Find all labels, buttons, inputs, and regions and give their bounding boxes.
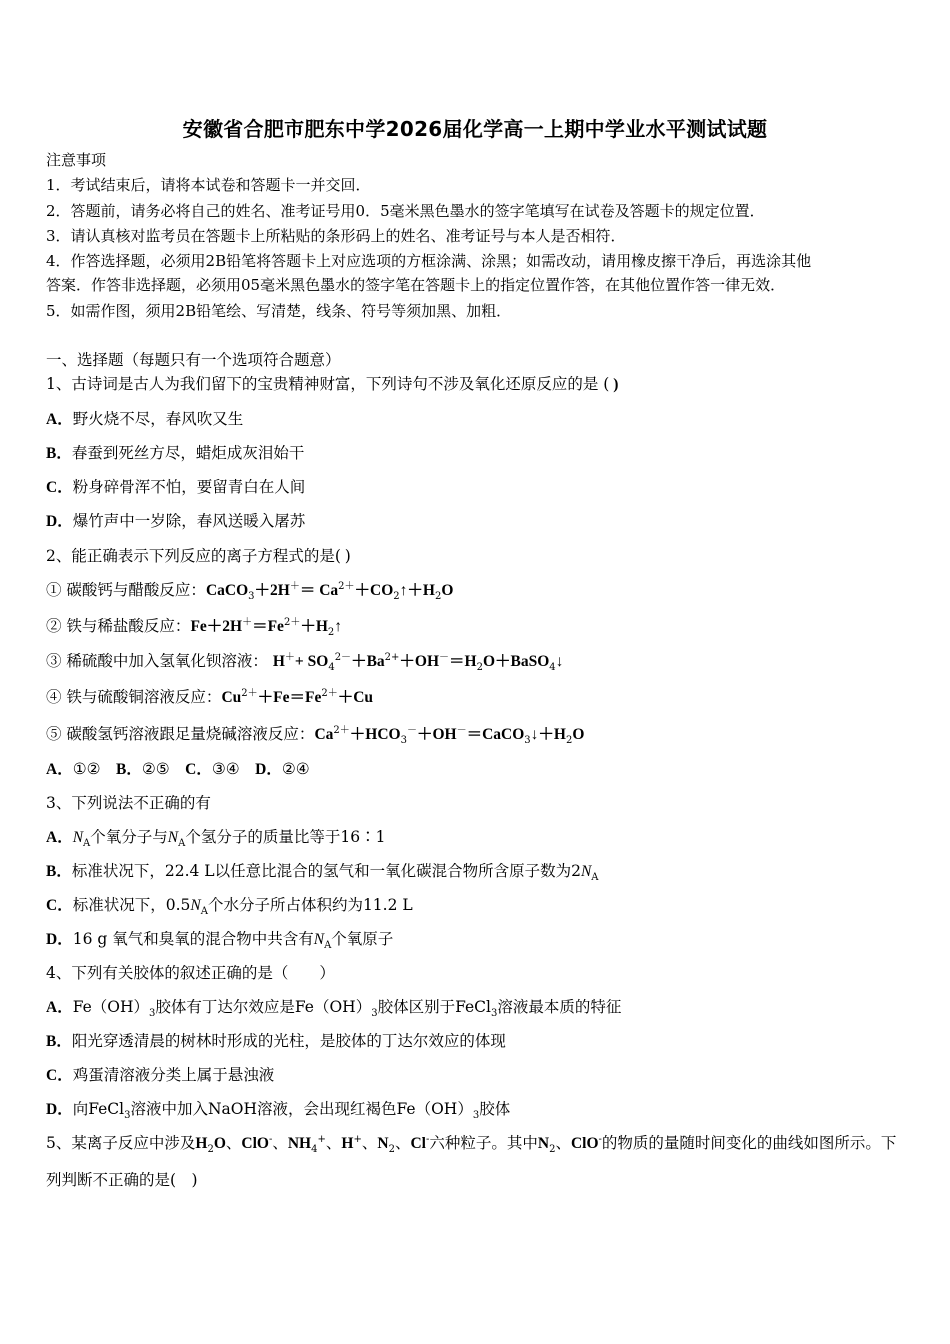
text-segment: 野火烧不尽，春风吹又生	[72, 410, 244, 428]
text-segment: )	[344, 547, 351, 565]
text-segment: O	[441, 582, 454, 599]
text-segment: 个氧分子与	[90, 828, 168, 846]
text-segment: N	[167, 829, 179, 846]
text-segment: ＋2H	[254, 582, 290, 599]
question-line	[46, 724, 584, 745]
question-line	[46, 687, 373, 708]
text-segment: ① 碳酸钙与醋酸反应：	[46, 581, 206, 599]
text-segment: A．	[46, 761, 73, 778]
text-segment: 2＋	[338, 580, 355, 592]
text-segment: 粉身碎骨浑不怕，要留青白在人间	[72, 478, 306, 496]
text-segment: 4	[328, 662, 335, 674]
text-segment: A．	[46, 411, 73, 428]
text-segment: Cu	[221, 689, 242, 706]
notice-line	[46, 251, 811, 271]
text-segment: N	[190, 897, 201, 914]
text-segment: 3、下列说法不正确的有	[46, 794, 211, 812]
text-segment: Fe（OH）	[72, 998, 150, 1016]
text-segment: 3．请认真核对监考员在答题卡上所粘贴的条形码上的姓名、准考证号与本人是否相符．	[46, 227, 626, 245]
text-segment: ↓	[555, 653, 564, 670]
text-segment: Ca	[314, 726, 334, 743]
text-segment: ④ 铁与硫酸铜溶液反应：	[46, 688, 222, 706]
text-segment: 标准状况下，0.5	[72, 896, 191, 914]
text-segment: C．	[46, 1067, 73, 1084]
text-segment: 个氢分子的质量比等于16∶1	[185, 828, 386, 846]
text-segment: N	[377, 1135, 389, 1152]
text-segment: 标准状况下，22.4 L以任意比混合的氢气和一氧化碳混合物所含原子数为2	[71, 862, 581, 880]
text-segment: －	[406, 724, 417, 736]
notice-line	[46, 201, 765, 221]
text-segment: 4．作答选择题，必须用2B铅笔将答题卡上对应选项的方框涂满、涂黑；如需改动，请用橡皮擦干净后，再选涂其他	[46, 252, 812, 270]
text-segment: ③ 稀硫酸中加入氢氧化钡溶液：	[46, 652, 273, 670]
text-segment: 4	[549, 662, 556, 674]
text-segment: -	[598, 1133, 602, 1145]
text-segment: D．	[46, 513, 73, 530]
question-line	[46, 1133, 896, 1154]
question-line	[46, 895, 413, 916]
text-segment: N	[72, 829, 84, 846]
text-segment: ⑤ 碳酸氢钙溶液跟足量烧碱溶液反应：	[46, 725, 315, 743]
text-segment: Fe＋2H	[190, 618, 243, 635]
text-segment: C．	[46, 897, 73, 914]
text-segment: CaCO	[205, 582, 249, 599]
text-segment: A	[178, 838, 186, 850]
text-segment: 2	[434, 591, 442, 603]
text-segment: NH	[287, 1135, 312, 1152]
exam-title: 安徽省合肥市肥东中学2026届化学高一上期中学业水平测试试题	[182, 117, 768, 141]
text-segment: 胶体区别于FeCl	[377, 998, 491, 1016]
text-segment: N	[313, 931, 325, 948]
text-segment: ②⑤	[141, 760, 186, 778]
text-segment: 2．答题前，请务必将自己的姓名、准考证号用0．5毫米黑色墨水的签字笔填写在试卷及答题卡的规定位置．	[46, 202, 765, 220]
text-segment: 六种粒子。其中	[429, 1134, 538, 1152]
text-segment: 3	[472, 1110, 480, 1122]
text-segment: 2＋	[283, 616, 301, 628]
question-line	[46, 997, 621, 1018]
text-segment: ＝CaCO	[466, 726, 525, 743]
text-segment: ② 铁与稀盐酸反应：	[46, 617, 191, 635]
text-segment: ClO	[570, 1135, 599, 1152]
text-segment: ＋OH	[399, 653, 440, 670]
text-segment: －	[456, 724, 467, 736]
text-segment: + SO	[294, 653, 329, 670]
text-segment: 2	[393, 591, 400, 603]
text-segment: O	[572, 726, 585, 743]
text-segment: 3	[124, 1110, 131, 1122]
question-line	[46, 1099, 510, 1120]
text-segment: 16 g 氧气和臭氧的混合物中共含有	[72, 930, 314, 948]
text-segment: 一、选择题（每题只有一个选项符合题意）	[46, 351, 341, 369]
text-segment: 胶体有丁达尔效应是Fe（OH）	[155, 998, 372, 1016]
question-line	[46, 546, 351, 567]
text-segment: B．	[116, 761, 142, 778]
text-segment: 2＋	[333, 724, 350, 736]
text-segment: 2	[476, 662, 483, 674]
text-segment: 个氧原子	[331, 930, 394, 948]
question-line	[46, 350, 341, 370]
text-segment: B．	[46, 1033, 72, 1050]
text-segment: A	[324, 940, 332, 952]
question-line	[46, 1065, 274, 1086]
text-segment: A．	[46, 829, 73, 846]
text-segment: 注意事项	[46, 151, 107, 169]
question-line	[46, 963, 335, 983]
question-line	[46, 861, 599, 882]
text-segment: D．	[46, 931, 73, 948]
text-segment: 的物质的量随时间变化的曲线如图所示。下	[601, 1134, 897, 1152]
notice-line	[46, 275, 785, 295]
text-segment: -	[425, 1133, 430, 1145]
text-segment: 5、某离子反应中涉及	[46, 1134, 196, 1152]
text-segment: －	[439, 651, 450, 663]
question-line	[46, 477, 305, 498]
text-segment: 鸡蛋清溶液分类上属于悬浊液	[72, 1066, 275, 1084]
text-segment: 1．考试结束后，请将本试卷和答题卡一并交回．	[46, 176, 371, 194]
text-segment: ＝H	[449, 653, 477, 670]
text-segment: H	[195, 1135, 208, 1152]
text-segment: ＝Fe	[252, 618, 284, 635]
question-line	[46, 929, 393, 950]
text-segment: 、	[272, 1134, 288, 1152]
question-line	[46, 1170, 198, 1190]
question-line	[46, 651, 563, 672]
text-segment: C．	[185, 761, 212, 778]
text-segment: N	[537, 1135, 550, 1152]
text-segment: A	[83, 838, 91, 850]
text-segment: 4、下列有关胶体的叙述正确的是（ ）	[46, 964, 335, 982]
text-segment: )	[613, 376, 619, 393]
text-segment: 2＋	[321, 687, 338, 699]
question-line	[46, 1031, 506, 1052]
text-segment: 3	[371, 1008, 378, 1020]
notice-line	[46, 301, 511, 321]
text-segment: 2	[327, 627, 335, 639]
text-segment: N	[580, 863, 592, 880]
text-segment: D．	[46, 1101, 73, 1118]
notice-line	[46, 175, 371, 195]
text-segment: ＋Ba	[351, 653, 385, 670]
text-segment: H	[272, 653, 285, 670]
text-segment: ClO	[241, 1135, 269, 1152]
text-segment: 2	[565, 735, 573, 747]
text-segment: O＋BaSO	[482, 653, 550, 670]
text-segment: 2	[549, 1144, 556, 1156]
text-segment: 2+	[384, 651, 400, 663]
text-segment: ＋	[289, 580, 300, 592]
text-segment: 2	[388, 1144, 395, 1156]
text-segment: O	[213, 1135, 226, 1152]
text-segment: 1、古诗词是古人为我们留下的宝贵精神财富，下列诗句不涉及氧化还原反应的是 (	[46, 375, 610, 393]
question-line	[46, 759, 310, 780]
text-segment: ＋Cu	[337, 689, 374, 706]
notice-line	[46, 150, 106, 170]
text-segment: 向FeCl	[72, 1100, 125, 1118]
text-segment: 2	[207, 1144, 214, 1156]
text-segment: A	[200, 906, 208, 918]
text-segment: ①②	[72, 760, 116, 778]
text-segment: 3	[248, 591, 255, 603]
text-segment: 2－	[334, 651, 352, 663]
text-segment: 5．如需作图，须用2B铅笔绘、写清楚，线条、符号等须加黑、加粗．	[46, 302, 512, 320]
text-segment: ＋	[284, 651, 295, 663]
text-segment: H	[341, 1135, 354, 1152]
text-segment: 溶液中加入NaOH溶液，会出现红褐色Fe（OH）	[130, 1100, 473, 1118]
text-segment: ＝ Ca	[299, 582, 339, 599]
text-segment: 春蚕到死丝方尽，蜡炬成灰泪始干	[71, 444, 305, 462]
text-segment: 、	[225, 1134, 242, 1152]
text-segment: B．	[46, 863, 72, 880]
text-segment: 3	[400, 735, 407, 747]
text-segment: Cl	[410, 1135, 426, 1152]
question-line	[46, 511, 305, 532]
text-segment: ↑＋H	[399, 582, 435, 599]
question-line	[46, 374, 618, 395]
text-segment: 答案．作答非选择题，必须用05毫米黑色墨水的签字笔在答题卡上的指定位置作答，在其他位置作答一律无效．	[46, 276, 786, 294]
text-segment: 、	[325, 1134, 342, 1152]
text-segment: 3	[149, 1008, 156, 1020]
text-segment: ↑	[334, 618, 343, 635]
text-segment: 溶液最本质的特征	[497, 998, 622, 1016]
text-segment: D．	[255, 761, 282, 778]
text-segment: 胶体	[479, 1100, 511, 1118]
question-line	[46, 793, 211, 813]
text-segment: 列判断不正确的是( )	[46, 1171, 198, 1189]
question-line	[46, 616, 342, 637]
text-segment: 阳光穿透清晨的树林时形成的光柱，是胶体的丁达尔效应的体现	[71, 1032, 506, 1050]
text-segment: ③④	[211, 760, 256, 778]
notice-line	[46, 226, 626, 246]
text-segment: 2、能正确表示下列反应的离子方程式的是(	[46, 547, 341, 565]
text-segment: 、	[394, 1134, 411, 1152]
text-segment: ＋CO	[354, 582, 394, 599]
text-segment: ＋H	[300, 618, 328, 635]
text-segment: B．	[46, 445, 72, 462]
text-segment: 、	[361, 1134, 378, 1152]
text-segment: 、	[555, 1134, 571, 1152]
question-line	[46, 443, 304, 464]
text-segment: ＋	[242, 616, 253, 628]
text-segment: A．	[46, 999, 73, 1016]
question-line	[46, 827, 385, 848]
text-segment: +	[353, 1133, 362, 1145]
text-segment: C．	[46, 479, 73, 496]
text-segment: 个水分子所占体积约为11.2 L	[207, 896, 413, 914]
text-segment: ②④	[281, 760, 310, 778]
text-segment: ＋Fe＝Fe	[257, 689, 322, 706]
text-segment: ↓＋H	[530, 726, 566, 743]
question-line	[46, 409, 243, 430]
text-segment: 爆竹声中一岁除，春风送暖入屠苏	[72, 512, 306, 530]
text-segment: ＋HCO	[349, 726, 401, 743]
text-segment: 3	[490, 1008, 498, 1020]
text-segment: 3	[524, 735, 531, 747]
text-segment: 4	[311, 1144, 318, 1156]
text-segment: +	[317, 1133, 326, 1145]
text-segment: -	[268, 1133, 273, 1145]
text-segment: 2＋	[241, 687, 258, 699]
text-segment: ＋OH	[416, 726, 457, 743]
text-segment: A	[591, 872, 599, 884]
question-line	[46, 580, 453, 601]
